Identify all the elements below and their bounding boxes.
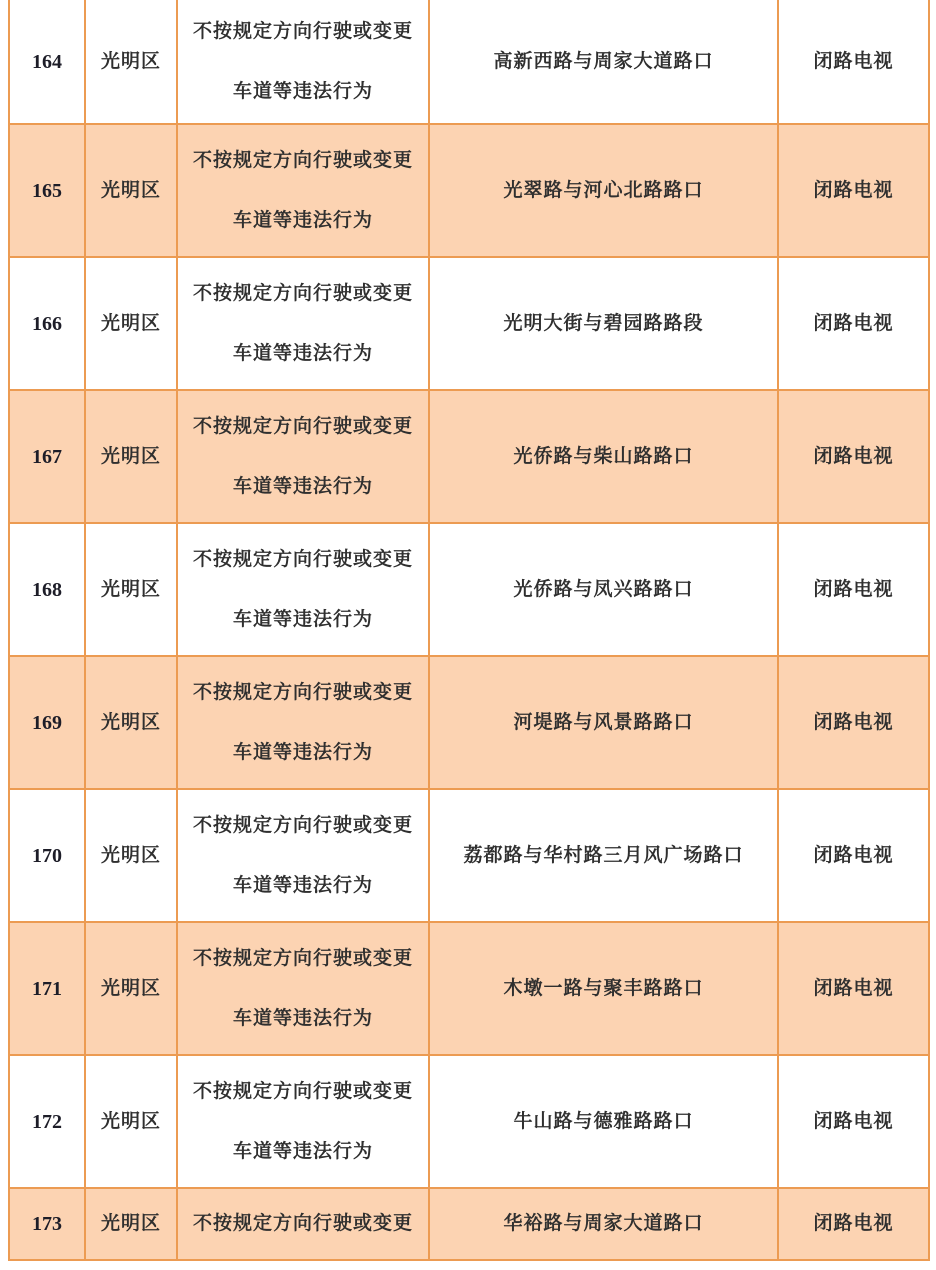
violation-line: 车道等违法行为	[232, 1140, 373, 1162]
violation-line: 车道等违法行为	[232, 1007, 373, 1029]
row-number-cell: 172	[10, 1056, 86, 1187]
violation-line: 车道等违法行为	[232, 209, 373, 231]
row-number-cell: 164	[10, 0, 86, 123]
method-cell: 闭路电视	[779, 1056, 930, 1187]
table-row	[10, 0, 930, 125]
method-cell: 闭路电视	[779, 0, 930, 123]
table-row	[10, 391, 930, 524]
violation-cell	[178, 524, 430, 655]
violation-line: 车道等违法行为	[232, 342, 373, 364]
table-row	[10, 1189, 930, 1261]
violation-line: 不按规定方向行驶或变更	[192, 947, 413, 969]
district-cell: 光明区	[86, 1056, 178, 1187]
district-cell: 光明区	[86, 923, 178, 1054]
method-cell: 闭路电视	[779, 125, 930, 256]
violation-line: 车道等违法行为	[232, 475, 373, 497]
table-row	[10, 125, 930, 258]
violation-cell	[178, 258, 430, 389]
district-cell: 光明区	[86, 258, 178, 389]
method-cell: 闭路电视	[779, 657, 930, 788]
district-cell: 光明区	[86, 0, 178, 123]
row-number-cell: 165	[10, 125, 86, 256]
method-cell: 闭路电视	[779, 391, 930, 522]
violation-camera-table	[8, 0, 930, 1261]
location-cell: 光翠路与河心北路路口	[430, 125, 779, 256]
method-cell: 闭路电视	[779, 790, 930, 921]
violation-line: 不按规定方向行驶或变更	[192, 20, 413, 42]
location-cell: 光侨路与凤兴路路口	[430, 524, 779, 655]
violation-cell	[178, 125, 430, 256]
row-number-cell: 166	[10, 258, 86, 389]
violation-line: 不按规定方向行驶或变更	[192, 814, 413, 836]
location-cell: 荔都路与华村路三月风广场路口	[430, 790, 779, 921]
violation-line: 不按规定方向行驶或变更	[192, 1213, 413, 1234]
method-cell: 闭路电视	[779, 258, 930, 389]
violation-line: 车道等违法行为	[232, 741, 373, 763]
violation-cell	[178, 657, 430, 788]
table-row	[10, 657, 930, 790]
violation-cell	[178, 0, 430, 123]
method-cell: 闭路电视	[779, 1189, 930, 1259]
row-number-cell: 173	[10, 1189, 86, 1259]
table-row	[10, 524, 930, 657]
table-row	[10, 923, 930, 1056]
district-cell: 光明区	[86, 657, 178, 788]
violation-line: 不按规定方向行驶或变更	[192, 149, 413, 171]
violation-line: 不按规定方向行驶或变更	[192, 681, 413, 703]
location-cell: 木墩一路与聚丰路路口	[430, 923, 779, 1054]
violation-line: 不按规定方向行驶或变更	[192, 548, 413, 570]
violation-line: 车道等违法行为	[232, 874, 373, 896]
violation-cell	[178, 1056, 430, 1187]
method-cell: 闭路电视	[779, 923, 930, 1054]
violation-cell	[178, 1189, 430, 1259]
table-row	[10, 258, 930, 391]
district-cell: 光明区	[86, 125, 178, 256]
row-number-cell: 171	[10, 923, 86, 1054]
violation-line: 车道等违法行为	[232, 608, 373, 630]
location-cell: 光侨路与柴山路路口	[430, 391, 779, 522]
district-cell: 光明区	[86, 1189, 178, 1259]
table-row	[10, 1056, 930, 1189]
district-cell: 光明区	[86, 790, 178, 921]
violation-line: 不按规定方向行驶或变更	[192, 1080, 413, 1102]
violation-cell	[178, 391, 430, 522]
row-number-cell: 170	[10, 790, 86, 921]
violation-cell	[178, 923, 430, 1054]
violation-line: 车道等违法行为	[232, 80, 373, 102]
district-cell: 光明区	[86, 391, 178, 522]
location-cell: 华裕路与周家大道路口	[430, 1189, 779, 1259]
location-cell: 高新西路与周家大道路口	[430, 0, 779, 123]
violation-line: 不按规定方向行驶或变更	[192, 415, 413, 437]
row-number-cell: 169	[10, 657, 86, 788]
location-cell: 光明大街与碧园路路段	[430, 258, 779, 389]
method-cell: 闭路电视	[779, 524, 930, 655]
violation-cell	[178, 790, 430, 921]
violation-line: 不按规定方向行驶或变更	[192, 282, 413, 304]
location-cell: 牛山路与德雅路路口	[430, 1056, 779, 1187]
row-number-cell: 167	[10, 391, 86, 522]
location-cell: 河堤路与风景路路口	[430, 657, 779, 788]
district-cell: 光明区	[86, 524, 178, 655]
table-row	[10, 790, 930, 923]
row-number-cell: 168	[10, 524, 86, 655]
